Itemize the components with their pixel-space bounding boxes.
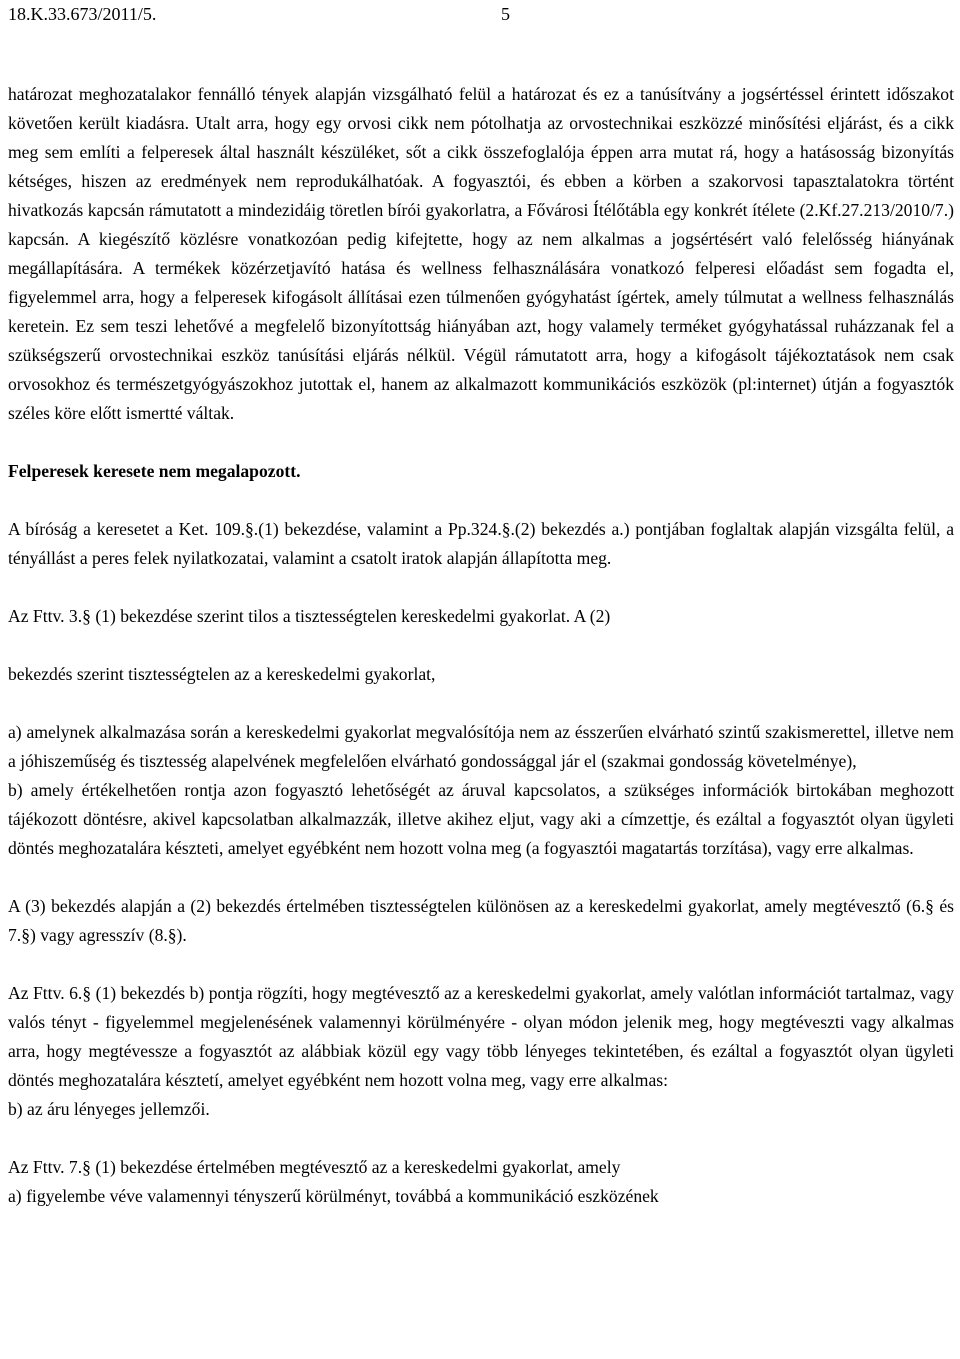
paragraph-fttv-6-1: Az Fttv. 6.§ (1) bekezdés b) pontja rögzíti, hogy megtévesztő az a kereskedelmi gyakorlat, amely valótlan információt tartalmaz, vagy valós tényt - figyelemmel megjelenésének valamennyi körülményére - olyan módon jelenik meg, hogy megtéveszti vagy alkalmas arra, hogy megtévessze a fogyasztót az alábbiak közül egy vagy több lényeges tekintetében, és ezáltal a fogyasztót olyan ügyleti döntés meghozatalára késztetí, amelyet egyébként nem hozott volna meg, vagy erre alkalmas: (8, 983, 954, 1090)
page-number: 5 (501, 4, 510, 24)
case-number: 18.K.33.673/2011/5. (8, 4, 157, 24)
paragraph-conclusion-heading: Felperesek keresete nem megalapozott. (8, 461, 301, 481)
paragraph-fttv-7-1-a: a) figyelembe véve valamennyi tényszerű körülményt, továbbá a kommunikáció eszközének (8, 1186, 659, 1206)
page-header (8, 0, 952, 28)
paragraph-fttv-7-1: Az Fttv. 7.§ (1) bekezdése értelmében megtévesztő az a kereskedelmi gyakorlat, amely (8, 1157, 621, 1177)
paragraph-fttv-3-1: Az Fttv. 3.§ (1) bekezdése szerint tilos a tisztességtelen kereskedelmi gyakorlat. A (2) (8, 606, 611, 626)
paragraph-fttv-3-2: bekezdés szerint tisztességtelen az a kereskedelmi gyakorlat, (8, 664, 436, 684)
paragraph-court-reasoning: határozat meghozatalakor fennálló tények alapján vizsgálható felül a határozat és ez a tanúsítvány a jogsértéssel érintett időszakot követően került kiadásra. Utalt arra, hogy egy orvosi cikk nem pótolhatja az orvostechnikai eszközzé minősítési eljárást, és a cikk meg sem említi a felperesek által használt készüléket, sőt a cikk összefoglalója éppen arra mutat rá, hogy a hatásosság bizonyítás kétséges, hiszen az eredmények nem reprodukálhatóak. A fogyasztói, és ebben a körben a szakorvosi tapasztalatokra történt hivatkozás kapcsán rámutatott a mindezidáig töretlen bírói gyakorlatra, a Fővárosi Ítélőtábla egy konkrét ítélete (2.Kf.27.213/2010/7.) kapcsán. A kiegészítő közlésre vonatkozóan pedig kifejtette, hogy az nem alkalmas a jogsértésért való felelősség hiányának megállapítására. A termékek közérzetjavító hatása és wellness felhasználására vonatkozó felperesi előadást sem fogadta el, figyelemmel arra, hogy a felperesek kifogásolt állításai ezen túlmenően gyógyhatást ígértek, amely túlmutat a wellness felhasználás keretein. Ez sem teszi lehetővé a megfelelő bizonyítottság hiányában azt, hogy valamely terméket gyógyhatással ruházzanak fel a szükségszerű orvostechnikai eszköz tanúsítási eljárás nélkül. Végül rámutatott arra, hogy a kifogásolt tájékoztatások nem csak orvosokhoz és természetgyógyászokhoz jutottak el, hanem az alkalmazott kommunikációs eszközök (pl:internet) útján a fogyasztók széles köre előtt ismertté váltak. (8, 84, 954, 423)
paragraph-review-basis: A bíróság a keresetet a Ket. 109.§.(1) bekezdése, valamint a Pp.324.§.(2) bekezdés a.) pontjában foglaltak alapján vizsgálta felül, a tényállást a peres felek nyilatkozatai, valamint a csatolt iratok alapján állapította meg. (8, 519, 954, 568)
paragraph-fttv-3-3: A (3) bekezdés alapján a (2) bekezdés értelmében tisztességtelen különösen az a kereskedelmi gyakorlat, amely megtévesztő (6.§ és 7.§) vagy agresszív (8.§). (8, 896, 954, 945)
document-body (8, 80, 954, 1211)
paragraph-fttv-6-1-b: b) az áru lényeges jellemzői. (8, 1099, 210, 1119)
paragraph-point-a: a) amelynek alkalmazása során a kereskedelmi gyakorlat megvalósítója nem az ésszerűen elvárható szintű szakismerettel, illetve nem a jóhiszeműség és tisztesség alapelvének megfelelően elvárható gondossággal jár el (szakmai gondosság követelménye), (8, 722, 954, 771)
paragraph-point-b: b) amely értékelhetően rontja azon fogyasztó lehetőségét az áruval kapcsolatos, a szükséges információk birtokában meghozott tájékozott döntésre, akivel kapcsolatban alkalmazzák, illetve akihez eljut, vagy aki a címzettje, és ezáltal a fogyasztót olyan ügyleti döntés meghozatalára készteti, amelyet egyébként nem hozott volna meg (a fogyasztói magatartás torzítása), vagy erre alkalmas. (8, 780, 954, 858)
